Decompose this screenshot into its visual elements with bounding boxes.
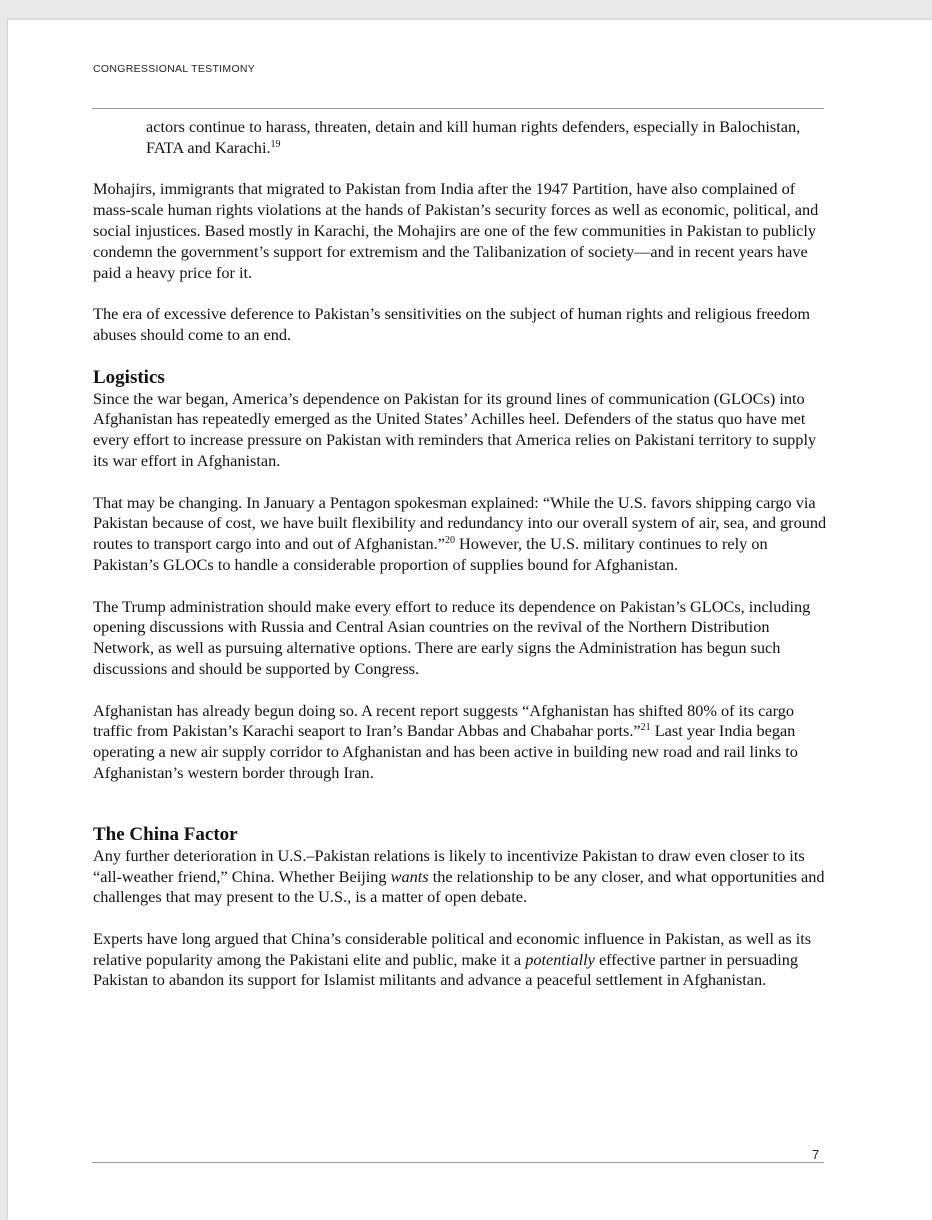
footer-rule xyxy=(92,1162,824,1163)
document-body xyxy=(93,117,828,1012)
emphasis: wants xyxy=(390,866,429,886)
quote-text: actors continue to harass, threaten, detain and kill human rights defenders, especially in Balochistan, FATA and Karachi. xyxy=(146,117,801,157)
footnote-ref[interactable]: 21 xyxy=(640,722,651,734)
text-run: Afghanistan has already begun doing so. A recent report suggests “Afghanistan has shifted 80% of its cargo traffic from Pakistan’s Karachi seaport to Iran’s Bandar Abbas and Chabahar ports.” xyxy=(93,700,794,741)
text-run: the relationship to be any closer, and what opportunities and challenges that may present to the U.S., is a matter of open debate. xyxy=(93,866,825,907)
running-header: CONGRESSIONAL TESTIMONY xyxy=(93,63,256,75)
paragraph-mohajirs: Mohajirs, immigrants that migrated to Pakistan from India after the 1947 Partition, have also complained of mass-scale human rights violations at the hands of Pakistan’s security forces as well as economic, political, and social injustices. Based mostly in Karachi, the Mohajirs are one of the few communities in Pakistan to publicly condemn the government’s support for extremism and the Talibanization of society—and in recent years have paid a heavy price for it. xyxy=(93,179,819,282)
paragraph-logistics-1: Since the war began, America’s dependence on Pakistan for its ground lines of communication (GLOCs) into Afghanistan has repeatedly emerged as the United States’ Achilles heel. Defenders of the status quo have met every effort to increase pressure on Pakistan with reminders that America relies on Pakistani territory to supply its war effort in Afghanistan. xyxy=(93,388,817,470)
section-heading-logistics: Logistics xyxy=(93,366,165,388)
page-number: 7 xyxy=(812,1147,820,1162)
header-rule xyxy=(92,108,824,109)
paragraph-logistics-2 xyxy=(93,493,828,576)
emphasis: potentially xyxy=(525,949,595,969)
text-run: That may be changing. In January a Pentagon spokesman explained: “While the U.S. favors shipping cargo via Pakistan because of cost, we have built flexibility and redundancy into our overall system of air, sea, and ground routes to transport cargo into and out of Afghanistan.” xyxy=(93,492,827,554)
paragraph-logistics-4 xyxy=(93,701,828,784)
text-run: Experts have long argued that China’s considerable political and economic influence in Pakistan, as well as its relative popularity among the Pakistani elite and public, make it a xyxy=(93,928,812,969)
section-heading-china: The China Factor xyxy=(93,823,238,845)
text-run: Last year India began operating a new air supply corridor to Afghanistan and has been active in building new road and rail links to Afghanistan’s western border through Iran. xyxy=(93,721,798,782)
paragraph-china-2 xyxy=(93,929,828,991)
paragraph-china-1 xyxy=(93,846,828,908)
footnote-ref[interactable]: 20 xyxy=(444,535,455,547)
text-run: However, the U.S. military continues to rely on Pakistan’s GLOCs to handle a considerable proportion of supplies bound for Afghanistan. xyxy=(93,534,768,574)
text-run: Any further deterioration in U.S.–Pakistan relations is likely to incentivize Pakistan to draw even closer to its “all-weather friend,” China. Whether Beijing xyxy=(93,845,805,886)
paragraph-logistics-3: The Trump administration should make every effort to reduce its dependence on Pakistan’s GLOCs, including opening discussions with Russia and Central Asian countries on the revival of the Northern Distribution Network, as well as pursuing alternative options. There are early signs the Administration has begun such discussions and should be supported by Congress. xyxy=(93,596,811,678)
paragraph-era: The era of excessive deference to Pakistan’s sensitivities on the subject of human rights and religious freedom abuses should come to an end. xyxy=(93,304,811,344)
footnote-ref[interactable]: 19 xyxy=(270,138,281,150)
block-quote xyxy=(146,117,828,159)
text-run: effective partner in persuading Pakistan to abandon its support for Islamist militants and advance a peaceful settlement in Afghanistan. xyxy=(93,949,799,990)
